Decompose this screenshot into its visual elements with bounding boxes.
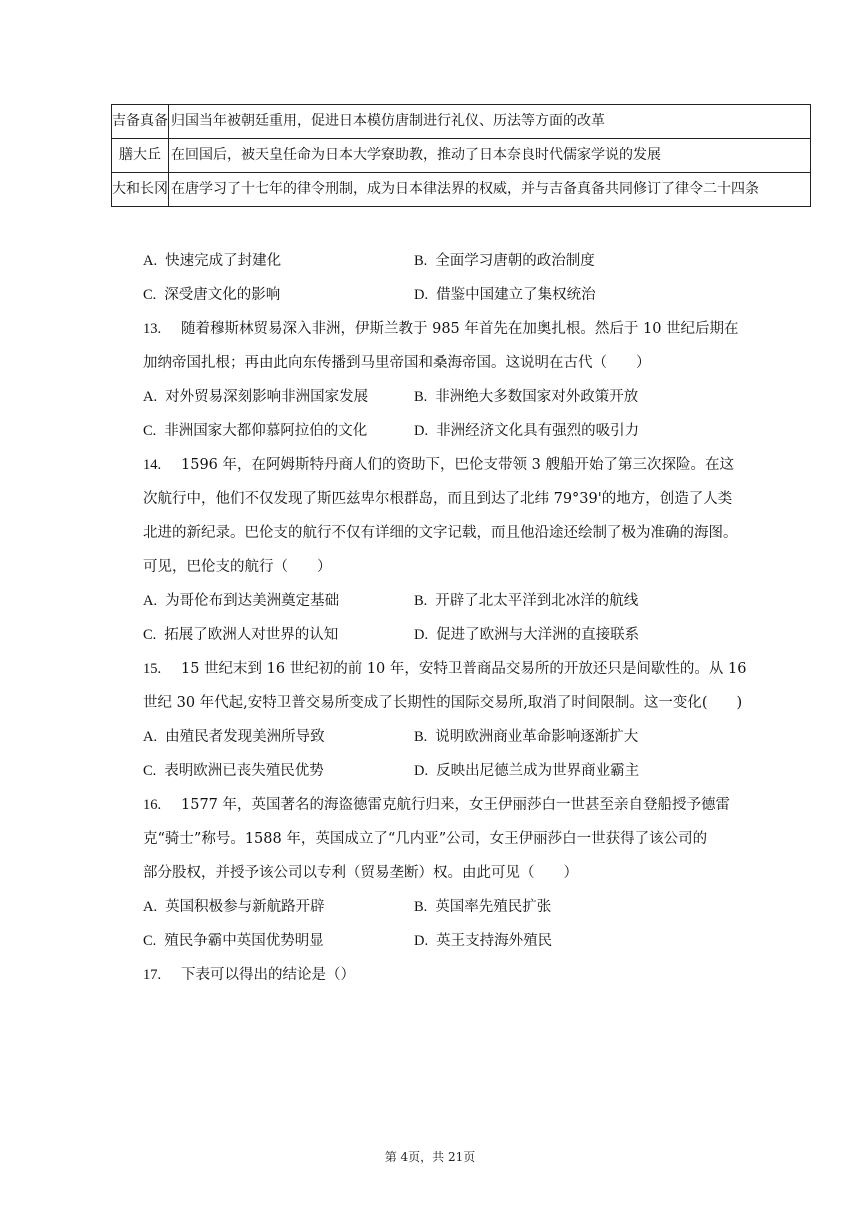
question-text: 可见，巴伦支的航行（ ） bbox=[143, 559, 332, 575]
question-text: 次航行中，他们不仅发现了斯匹兹卑尔根群岛，而且到达了北纬 79°39'的地方，创造了人类 bbox=[143, 491, 733, 507]
option-text: 对外贸易深刻影响非洲国家发展 bbox=[165, 389, 369, 405]
option-a: A. 由殖民者发现美洲所导致 bbox=[143, 729, 325, 745]
option-text: 促进了欧洲与大洋洲的直接联系 bbox=[436, 627, 640, 643]
options-row bbox=[143, 278, 763, 312]
option-b: B. 说明欧洲商业革命影响逐渐扩大 bbox=[414, 729, 639, 745]
options-row bbox=[143, 618, 763, 652]
question-stem-line bbox=[143, 312, 763, 346]
question-text: 1577 年，英国著名的海盗德雷克航行归来，女王伊丽莎白一世甚至亲自登船授予德雷 bbox=[181, 797, 731, 813]
options-row bbox=[143, 754, 763, 788]
option-d: D. 非洲经济文化具有强烈的吸引力 bbox=[414, 423, 640, 439]
question-text: 北进的新纪录。巴伦支的航行不仅有详细的文字记载，而且他沿途还绘制了极为准确的海图。 bbox=[143, 525, 738, 541]
question-text: 随着穆斯林贸易深入非洲，伊斯兰教于 985 年首先在加奥扎根。然后于 10 世纪后期在 bbox=[181, 321, 739, 337]
option-text: 借鉴中国建立了集权统治 bbox=[436, 287, 596, 303]
option-a: A. 快速完成了封建化 bbox=[143, 253, 282, 269]
option-d: D. 借鉴中国建立了集权统治 bbox=[414, 287, 596, 303]
option-text: 英国积极参与新航路开辟 bbox=[165, 899, 325, 915]
option-b: B. 英国率先殖民扩张 bbox=[414, 899, 552, 915]
table-cell-desc: 在回国后，被天皇任命为日本大学寮助教，推动了日本奈良时代儒家学说的发展 bbox=[169, 139, 811, 173]
option-text: 全面学习唐朝的政治制度 bbox=[435, 253, 595, 269]
option-text: 为哥伦布到达美洲奠定基础 bbox=[165, 593, 340, 609]
option-text: 非洲国家大都仰慕阿拉伯的文化 bbox=[164, 423, 368, 439]
table-row bbox=[112, 173, 811, 207]
envoy-table bbox=[111, 104, 811, 207]
question-stem-line bbox=[143, 822, 763, 856]
question-stem-line bbox=[143, 516, 763, 550]
option-d: D. 英王支持海外殖民 bbox=[414, 933, 553, 949]
option-text: 反映出尼德兰成为世界商业霸主 bbox=[436, 763, 640, 779]
page-footer: 第 4页，共 21页 bbox=[384, 1150, 476, 1164]
option-text: 英王支持海外殖民 bbox=[436, 933, 553, 949]
question-stem-line bbox=[143, 346, 763, 380]
option-c: C. 非洲国家大都仰慕阿拉伯的文化 bbox=[143, 423, 368, 439]
option-text: 由殖民者发现美洲所导致 bbox=[165, 729, 325, 745]
option-d: D. 反映出尼德兰成为世界商业霸主 bbox=[414, 763, 640, 779]
question-stem-line bbox=[143, 686, 763, 720]
option-text: 殖民争霸中英国优势明显 bbox=[164, 933, 324, 949]
option-text: 快速完成了封建化 bbox=[165, 253, 282, 269]
question-stem-line bbox=[143, 856, 763, 890]
option-c: C. 拓展了欧洲人对世界的认知 bbox=[143, 627, 339, 643]
option-text: 表明欧洲已丧失殖民优势 bbox=[164, 763, 324, 779]
question-text: 1596 年，在阿姆斯特丹商人们的资助下，巴伦支带领 3 艘船开始了第三次探险。在这 bbox=[181, 457, 734, 473]
table-cell-name: 大和长冈 bbox=[112, 173, 169, 207]
question-stem-line bbox=[143, 652, 763, 686]
options-row bbox=[143, 584, 763, 618]
options-row bbox=[143, 414, 763, 448]
option-text: 拓展了欧洲人对世界的认知 bbox=[164, 627, 339, 643]
option-b: B. 开辟了北太平洋到北冰洋的航线 bbox=[414, 593, 639, 609]
question-stem-line bbox=[143, 448, 763, 482]
question-text: 15 世纪末到 16 世纪初的前 10 年，安特卫普商品交易所的开放还只是间歇性的。从 16 bbox=[181, 661, 747, 677]
option-b: B. 非洲绝大多数国家对外政策开放 bbox=[414, 389, 639, 405]
option-d: D. 促进了欧洲与大洋洲的直接联系 bbox=[414, 627, 640, 643]
options-row bbox=[143, 720, 763, 754]
table-row bbox=[112, 139, 811, 173]
option-b: B. 全面学习唐朝的政治制度 bbox=[414, 253, 595, 269]
question-stem-line bbox=[143, 550, 763, 584]
table-cell-desc: 归国当年被朝廷重用，促进日本模仿唐制进行礼仪、历法等方面的改革 bbox=[169, 105, 811, 139]
options-row bbox=[143, 244, 763, 278]
table-row bbox=[112, 105, 811, 139]
option-c: C. 表明欧洲已丧失殖民优势 bbox=[143, 763, 324, 779]
question-text: 世纪 30 年代起,安特卫普交易所变成了长期性的国际交易所,取消了时间限制。这一变化( ) bbox=[143, 695, 743, 711]
options-row bbox=[143, 890, 763, 924]
options-row bbox=[143, 924, 763, 958]
option-c: C. 殖民争霸中英国优势明显 bbox=[143, 933, 324, 949]
option-a: A. 为哥伦布到达美洲奠定基础 bbox=[143, 593, 340, 609]
question-number: 15. bbox=[143, 661, 162, 677]
option-a: A. 对外贸易深刻影响非洲国家发展 bbox=[143, 389, 369, 405]
option-c: C. 深受唐文化的影响 bbox=[143, 287, 281, 303]
option-text: 说明欧洲商业革命影响逐渐扩大 bbox=[435, 729, 639, 745]
question-text: 加纳帝国扎根；再由此向东传播到马里帝国和桑海帝国。这说明在古代（ ） bbox=[143, 355, 651, 371]
question-number: 16. bbox=[143, 797, 162, 813]
option-text: 开辟了北太平洋到北冰洋的航线 bbox=[435, 593, 639, 609]
option-text: 非洲经济文化具有强烈的吸引力 bbox=[436, 423, 640, 439]
question-text: 下表可以得出的结论是（） bbox=[181, 967, 355, 983]
option-text: 英国率先殖民扩张 bbox=[435, 899, 552, 915]
options-row bbox=[143, 380, 763, 414]
question-text: 克“骑士”称号。1588 年，英国成立了“几内亚”公司，女王伊丽莎白一世获得了该公司的 bbox=[143, 831, 708, 847]
option-a: A. 英国积极参与新航路开辟 bbox=[143, 899, 325, 915]
question-text: 部分股权，并授予该公司以专利（贸易垄断）权。由此可见（ ） bbox=[143, 865, 578, 881]
question-stem-line bbox=[143, 482, 763, 516]
table-cell-name: 膳大丘 bbox=[112, 139, 169, 173]
question-stem-line bbox=[143, 958, 763, 992]
question-list bbox=[143, 244, 763, 992]
option-text: 深受唐文化的影响 bbox=[164, 287, 281, 303]
option-text: 非洲绝大多数国家对外政策开放 bbox=[435, 389, 639, 405]
table-cell-name: 吉备真备 bbox=[112, 105, 169, 139]
question-stem-line bbox=[143, 788, 763, 822]
table-cell-desc: 在唐学习了十七年的律令刑制，成为日本律法界的权威，并与吉备真备共同修订了律令二十四条 bbox=[169, 173, 811, 207]
question-number: 17. bbox=[143, 967, 162, 983]
question-number: 13. bbox=[143, 321, 162, 337]
question-number: 14. bbox=[143, 457, 162, 473]
